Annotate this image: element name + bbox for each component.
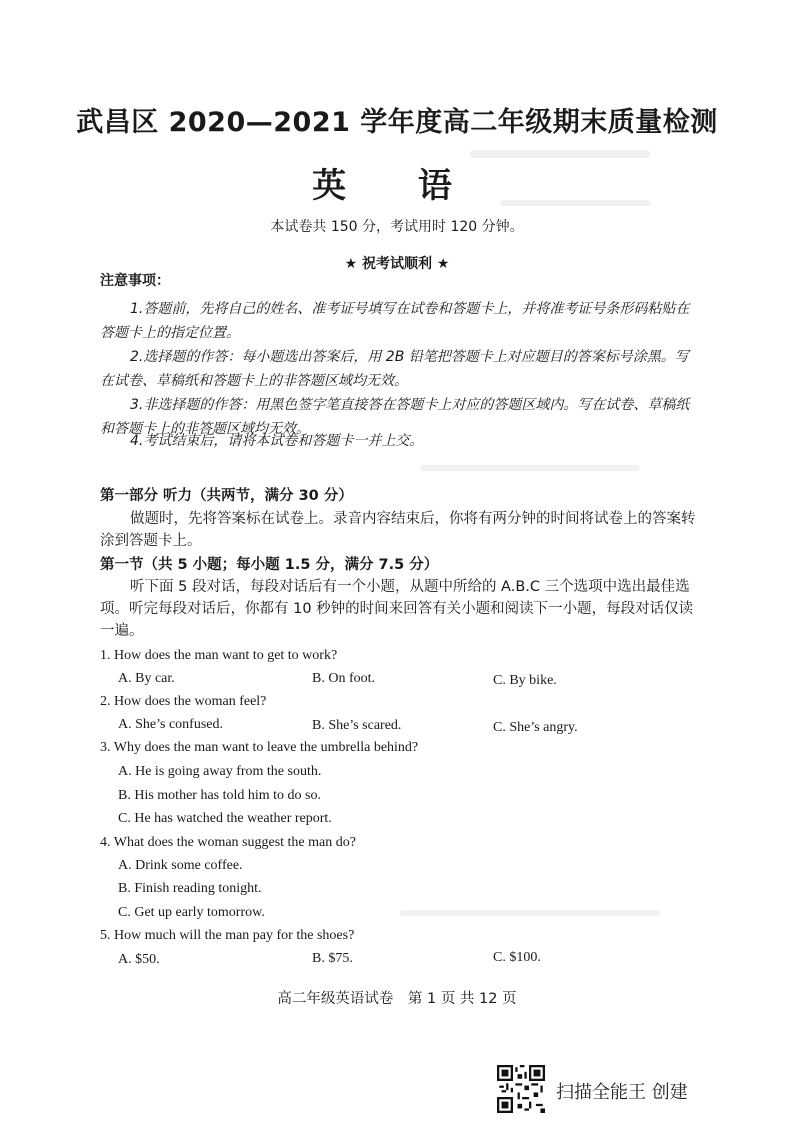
exam-title: 武昌区 2020—2021 学年度高二年级期末质量检测 — [76, 107, 718, 138]
question-stem: 2. How does the woman feel? — [100, 694, 267, 709]
question-stem: 3. Why does the man want to leave the umbrella behind? — [100, 740, 419, 755]
exam-info: 本试卷共 150 分，考试用时 120 分钟。 — [270, 219, 524, 235]
question-stem: 1. How does the man want to get to work? — [100, 648, 338, 663]
question-option: C. She’s angry. — [493, 720, 578, 735]
note-item: 1.答题前，先将自己的姓名、准考证号填写在试卷和答题卡上，并将准考证号条形码粘贴在答题卡上的指定位置。 — [100, 301, 690, 341]
scanner-watermark-label: 扫描全能王 创建 — [556, 1082, 688, 1103]
question-option: A. Drink some coffee. — [118, 858, 243, 873]
question-option: C. He has watched the weather report. — [118, 811, 332, 826]
question-option: A. She’s confused. — [118, 717, 223, 732]
note-item: 2.选择题的作答：每小题选出答案后，用 2B 铅笔把答题卡上对应题目的答案标号涂黑。写在试卷、草稿纸和答题卡上的非答题区域均无效。 — [100, 349, 689, 389]
bleed-through-mark — [400, 910, 660, 916]
question-option: B. She’s scared. — [312, 718, 402, 733]
section1-instruction: 听下面 5 段对话，每段对话后有一个小题，从题中所给的 A.B.C 三个选项中选出最佳选项。听完每段对话后，你都有 10 秒钟的时间来回答有关小题和阅读下一小题，每段对话仅读一遍。 — [100, 579, 694, 639]
notes-heading: 注意事项： — [100, 273, 170, 289]
qr-code-icon — [497, 1065, 545, 1113]
question-option: C. By bike. — [493, 673, 557, 688]
question-option: A. He is going away from the south. — [118, 764, 322, 779]
good-luck-line: ★ 祝考试顺利 ★ — [344, 256, 450, 272]
note-item: 4.考试结束后，请将本试卷和答题卡一并上交。 — [130, 433, 424, 449]
question-option: B. On foot. — [312, 671, 375, 686]
question-option: A. By car. — [118, 671, 175, 686]
question-option: C. $100. — [493, 950, 541, 965]
question-option: B. His mother has told him to do so. — [118, 788, 321, 803]
section1-heading: 第一节（共 5 小题；每小题 1.5 分，满分 7.5 分） — [100, 557, 439, 573]
part1-instruction: 做题时，先将答案标在试卷上。录音内容结束后，你将有两分钟的时间将试卷上的答案转涂到答题卡上。 — [100, 511, 696, 549]
question-option: B. $75. — [312, 951, 353, 966]
question-option: C. Get up early tomorrow. — [118, 905, 265, 920]
question-stem: 4. What does the woman suggest the man do? — [100, 835, 356, 850]
question-stem: 5. How much will the man pay for the shoes? — [100, 928, 355, 943]
bleed-through-mark — [470, 150, 650, 158]
bleed-through-mark — [420, 465, 640, 471]
question-option: A. $50. — [118, 952, 160, 967]
exam-subject: 英 语 — [312, 166, 482, 206]
page-footer: 高二年级英语试卷 第 1 页 共 12 页 — [277, 991, 517, 1007]
question-option: B. Finish reading tonight. — [118, 881, 262, 896]
part1-heading: 第一部分 听力（共两节，满分 30 分） — [100, 488, 353, 504]
note-item: 3.非选择题的作答：用黑色签字笔直接答在答题卡上对应的答题区域内。写在试卷、草稿纸和答题卡上的非答题区域均无效。 — [100, 397, 690, 437]
